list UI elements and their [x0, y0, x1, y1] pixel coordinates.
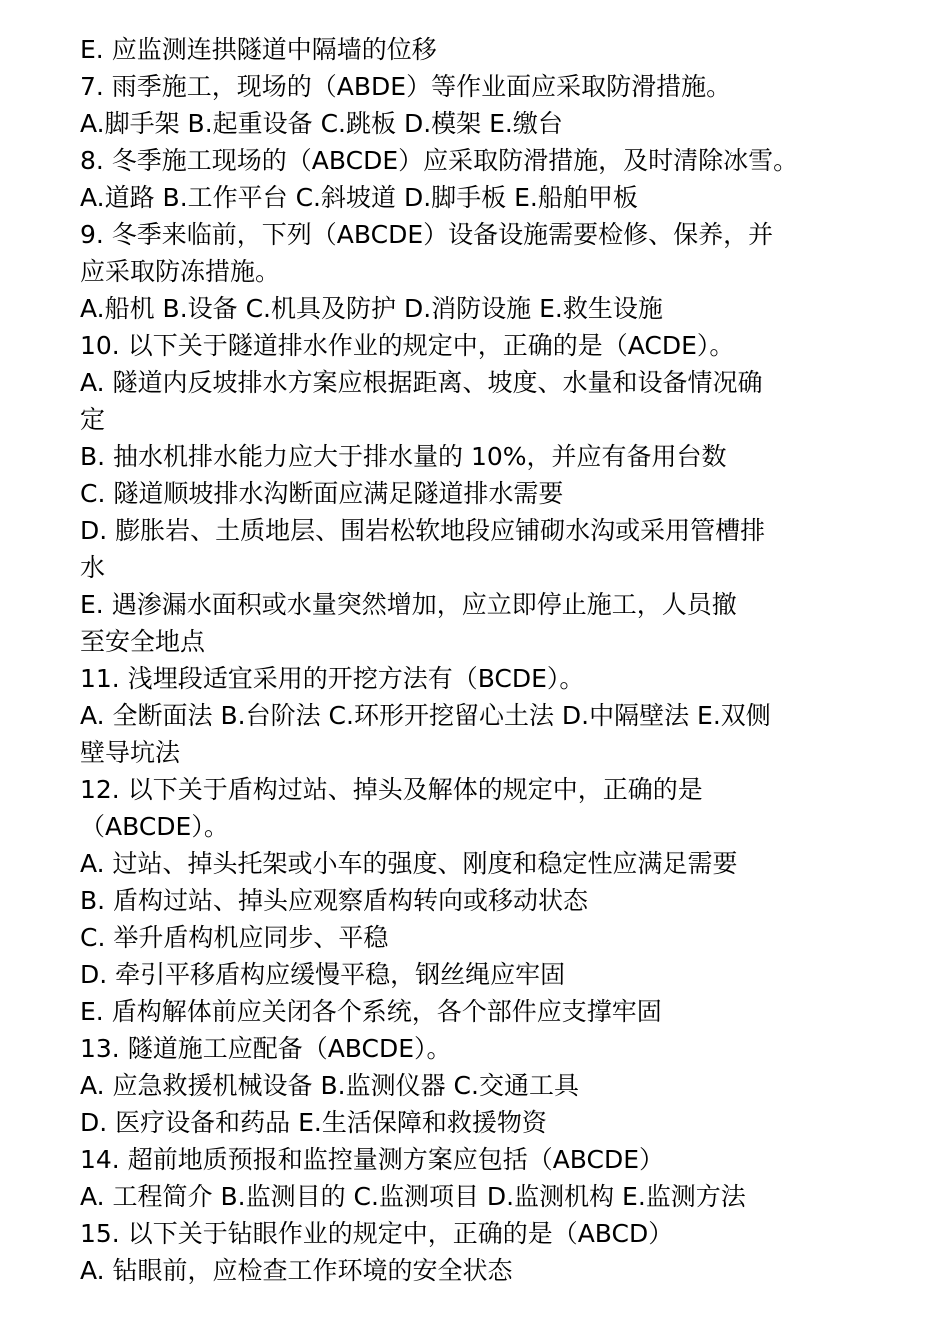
- option-line: A. 全断面法 B.台阶法 C.环形开挖留心土法 D.中隔壁法 E.双侧: [80, 701, 771, 730]
- option-line-continued: 水: [80, 553, 106, 582]
- option-line: A.道路 B.工作平台 C.斜坡道 D.脚手板 E.船舶甲板: [80, 183, 638, 212]
- question-line-continued: （ABCDE）。: [80, 812, 229, 841]
- option-line: E. 应监测连拱隧道中隔墙的位移: [80, 35, 437, 64]
- option-line: A. 过站、掉头托架或小车的强度、刚度和稳定性应满足需要: [80, 849, 738, 878]
- question-line: 12. 以下关于盾构过站、掉头及解体的规定中，正确的是: [80, 775, 703, 804]
- option-line-continued: 至安全地点: [80, 627, 206, 656]
- option-line: A. 应急救援机械设备 B.监测仪器 C.交通工具: [80, 1071, 579, 1100]
- question-line: 10. 以下关于隧道排水作业的规定中，正确的是（ACDE）。: [80, 331, 735, 360]
- option-line: D. 牵引平移盾构应缓慢平稳，钢丝绳应牢固: [80, 960, 566, 989]
- option-line: A.脚手架 B.起重设备 C.跳板 D.模架 E.缴台: [80, 109, 563, 138]
- option-line: E. 盾构解体前应关闭各个系统，各个部件应支撑牢固: [80, 997, 662, 1026]
- option-line: A. 隧道内反坡排水方案应根据距离、坡度、水量和设备情况确: [80, 368, 763, 397]
- option-line: D. 医疗设备和药品 E.生活保障和救援物资: [80, 1108, 547, 1137]
- question-line: 9. 冬季来临前，下列（ABCDE）设备设施需要检修、保养，并: [80, 220, 774, 249]
- question-line: 7. 雨季施工，现场的（ABDE）等作业面应采取防滑措施。: [80, 72, 732, 101]
- option-line: C. 举升盾构机应同步、平稳: [80, 923, 389, 952]
- question-line: 8. 冬季施工现场的（ABCDE）应采取防滑措施，及时清除冰雪。: [80, 146, 799, 175]
- option-line-continued: 壁导坑法: [80, 738, 181, 767]
- question-line: 14. 超前地质预报和监控量测方案应包括（ABCDE）: [80, 1145, 665, 1174]
- document-body: [80, 31, 880, 1289]
- question-line: 11. 浅埋段适宜采用的开挖方法有（BCDE）。: [80, 664, 585, 693]
- option-line: A.船机 B.设备 C.机具及防护 D.消防设施 E.救生设施: [80, 294, 663, 323]
- option-line: B. 盾构过站、掉头应观察盾构转向或移动状态: [80, 886, 589, 915]
- option-line: E. 遇渗漏水面积或水量突然增加，应立即停止施工，人员撤: [80, 590, 737, 619]
- question-line: 15. 以下关于钻眼作业的规定中，正确的是（ABCD）: [80, 1219, 674, 1248]
- option-line: B. 抽水机排水能力应大于排水量的 10%，并应有备用台数: [80, 442, 727, 471]
- option-line: C. 隧道顺坡排水沟断面应满足隧道排水需要: [80, 479, 564, 508]
- option-line: D. 膨胀岩、土质地层、围岩松软地段应铺砌水沟或采用管槽排: [80, 516, 766, 545]
- question-line: 13. 隧道施工应配备（ABCDE）。: [80, 1034, 452, 1063]
- option-line-continued: 定: [80, 405, 106, 434]
- option-line: A. 钻眼前，应检查工作环境的安全状态: [80, 1256, 513, 1285]
- option-line: A. 工程简介 B.监测目的 C.监测项目 D.监测机构 E.监测方法: [80, 1182, 746, 1211]
- question-line-continued: 应采取防冻措施。: [80, 257, 281, 286]
